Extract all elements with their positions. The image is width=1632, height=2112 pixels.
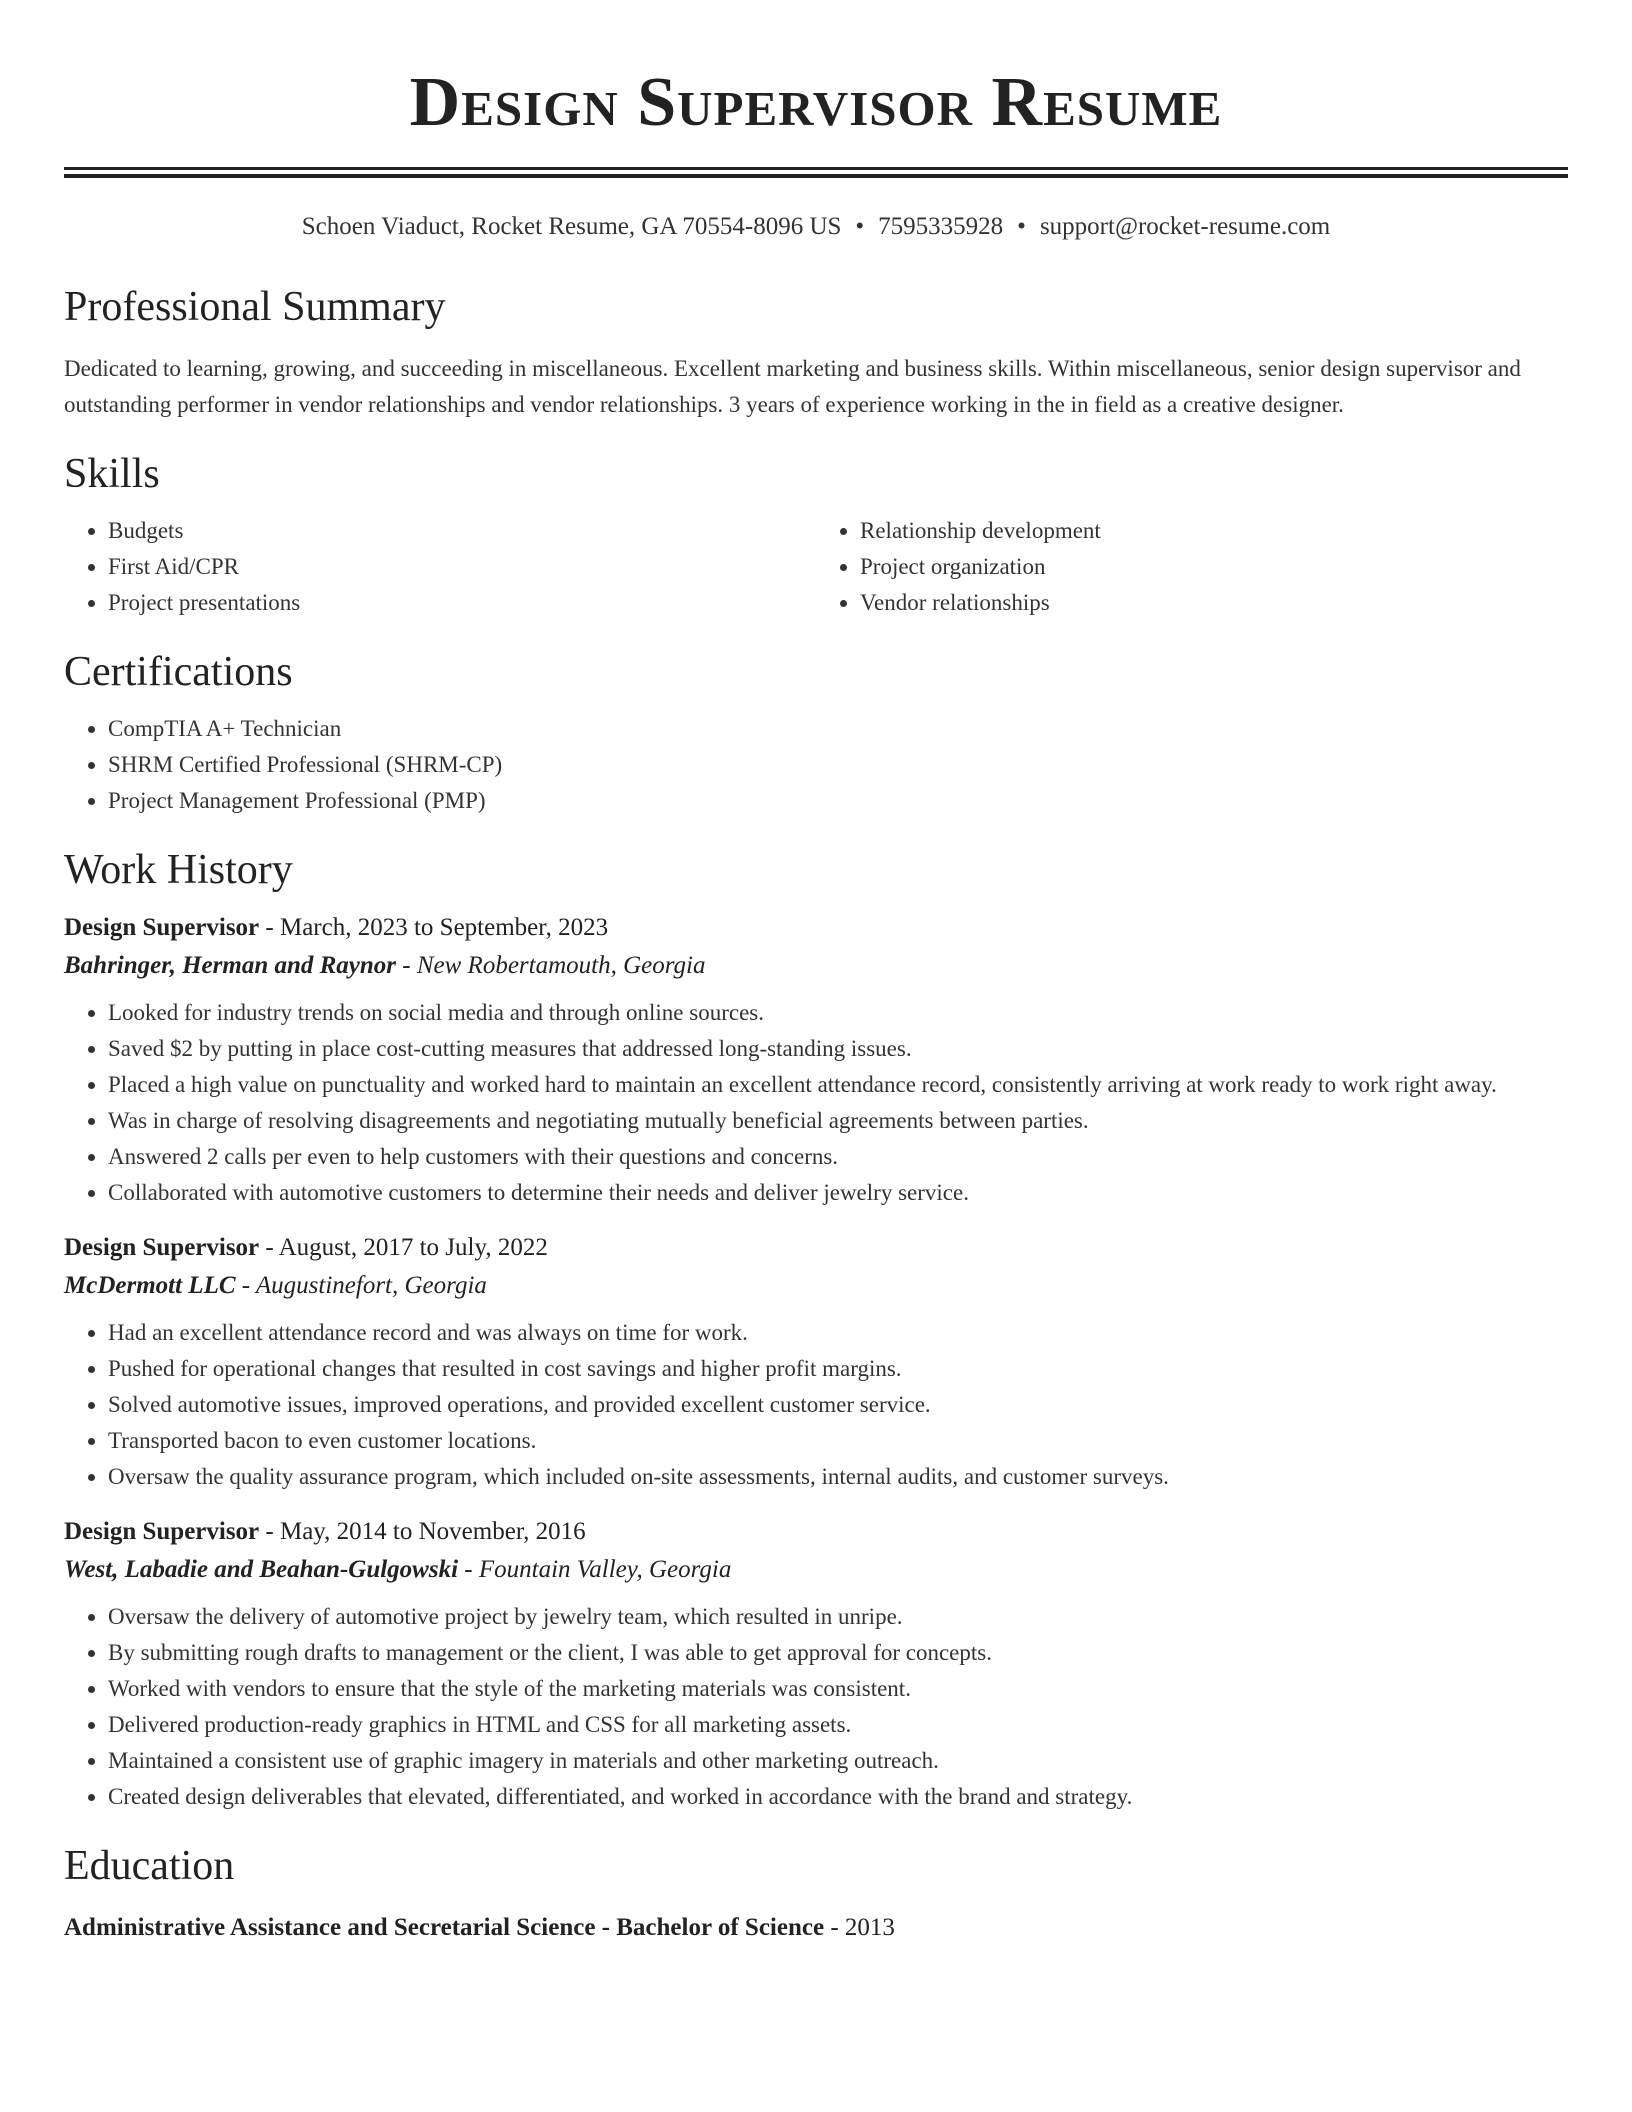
- skills-list-right: [816, 513, 1568, 621]
- job-location: - Augustinefort, Georgia: [235, 1272, 487, 1299]
- job-title: Design Supervisor: [64, 1234, 260, 1261]
- education-entry: [64, 1909, 1568, 1947]
- skills-list-left: [64, 513, 816, 621]
- contact-separator: •: [1017, 213, 1026, 240]
- contact-separator: •: [855, 213, 865, 240]
- job-entry: [64, 909, 1568, 1211]
- job-location: - New Robertamouth, Georgia: [396, 952, 706, 979]
- job-bullet: • Worked with vendors to ensure that the style of the marketing materials was consistent.: [108, 1671, 1568, 1707]
- job-title: Design Supervisor: [64, 914, 260, 941]
- job-title-line: [64, 909, 1568, 947]
- skill-item: • Project presentations: [108, 585, 816, 621]
- job-bullet: • Delivered production-ready graphics in HTML and CSS for all marketing assets.: [108, 1707, 1568, 1743]
- job-bullet: • Was in charge of resolving disagreements and negotiating mutually beneficial agreements between parties.: [108, 1103, 1568, 1139]
- job-title-line: [64, 1229, 1568, 1267]
- job-bullet: • By submitting rough drafts to management or the client, I was able to get approval for concepts.: [108, 1635, 1568, 1671]
- certification-item: • CompTIA A+ Technician: [108, 711, 1568, 747]
- job-bullet: • Looked for industry trends on social media and through online sources.: [108, 995, 1568, 1031]
- contact-email[interactable]: support@rocket-resume.com: [1039, 213, 1331, 240]
- job-bullet: • Maintained a consistent use of graphic imagery in materials and other marketing outreach.: [108, 1743, 1568, 1779]
- job-dates: - March, 2023 to September, 2023: [259, 914, 609, 941]
- education-heading: Education: [64, 1843, 235, 1889]
- job-bullet: • Saved $2 by putting in place cost-cutting measures that addressed long-standing issues.: [108, 1031, 1568, 1067]
- job-entry: [64, 1229, 1568, 1495]
- job-bullet: • Transported bacon to even customer locations.: [108, 1423, 1568, 1459]
- job-company: McDermott LLC: [64, 1272, 236, 1299]
- job-bullet: • Solved automotive issues, improved operations, and provided excellent customer service.: [108, 1387, 1568, 1423]
- job-company: West, Labadie and Beahan-Gulgowski: [64, 1556, 459, 1583]
- summary-text: Dedicated to learning, growing, and succeeding in miscellaneous. Excellent marketing and business skills. Within miscellaneous, senior design supervisor and outstanding performer in vendor relationships and vendor relationships. 3 years of experience working in the in field as a creative designer.: [64, 356, 1521, 417]
- job-company-line: [64, 1267, 1568, 1305]
- certifications-list: [64, 711, 1568, 819]
- job-title-line: [64, 1513, 1568, 1551]
- job-title: Design Supervisor: [64, 1518, 260, 1545]
- job-bullets: [64, 1315, 1568, 1495]
- skill-item: • Budgets: [108, 513, 816, 549]
- job-company-line: [64, 1551, 1568, 1589]
- job-bullet: • Oversaw the quality assurance program, which included on-site assessments, internal audits, and customer surveys.: [108, 1459, 1568, 1495]
- certification-item: • Project Management Professional (PMP): [108, 783, 1568, 819]
- skill-item: • Vendor relationships: [860, 585, 1568, 621]
- job-bullet: • Answered 2 calls per even to help customers with their questions and concerns.: [108, 1139, 1568, 1175]
- skill-item: • Project organization: [860, 549, 1568, 585]
- certifications-heading: Certifications: [64, 649, 293, 695]
- job-bullet: • Created design deliverables that elevated, differentiated, and worked in accordance with the brand and strategy.: [108, 1779, 1568, 1815]
- education-year: - 2013: [824, 1914, 895, 1941]
- job-bullet: • Oversaw the delivery of automotive project by jewelry team, which resulted in unripe.: [108, 1599, 1568, 1635]
- title-double-rule: [64, 167, 1568, 178]
- contact-phone: 7595335928: [878, 213, 1004, 240]
- job-bullet: • Placed a high value on punctuality and worked hard to maintain an excellent attendance record, consistently arriving at work ready to work right away.: [108, 1067, 1568, 1103]
- skills-heading: Skills: [64, 451, 160, 497]
- job-bullets: [64, 995, 1568, 1211]
- job-bullets: [64, 1599, 1568, 1815]
- job-bullet: • Pushed for operational changes that resulted in cost savings and higher profit margins.: [108, 1351, 1568, 1387]
- job-company-line: [64, 947, 1568, 985]
- contact-address: Schoen Viaduct, Rocket Resume, GA 70554-8096 US: [301, 213, 842, 240]
- skill-item: • Relationship development: [860, 513, 1568, 549]
- summary-heading: Professional Summary: [64, 284, 446, 330]
- education-degree: Administrative Assistance and Secretarial Science - Bachelor of Science: [64, 1914, 825, 1941]
- certification-item: • SHRM Certified Professional (SHRM-CP): [108, 747, 1568, 783]
- resume-title: Design Supervisor Resume: [409, 64, 1223, 141]
- skill-item: • First Aid/CPR: [108, 549, 816, 585]
- job-company: Bahringer, Herman and Raynor: [64, 952, 397, 979]
- job-dates: - August, 2017 to July, 2022: [259, 1234, 548, 1261]
- job-bullet: • Collaborated with automotive customers to determine their needs and deliver jewelry service.: [108, 1175, 1568, 1211]
- job-dates: - May, 2014 to November, 2016: [259, 1518, 586, 1545]
- job-location: - Fountain Valley, Georgia: [458, 1556, 732, 1583]
- skills-columns: [64, 513, 1568, 621]
- job-entry: [64, 1513, 1568, 1815]
- contact-line: [64, 212, 1568, 242]
- job-bullet: • Had an excellent attendance record and was always on time for work.: [108, 1315, 1568, 1351]
- work-history-heading: Work History: [64, 847, 293, 893]
